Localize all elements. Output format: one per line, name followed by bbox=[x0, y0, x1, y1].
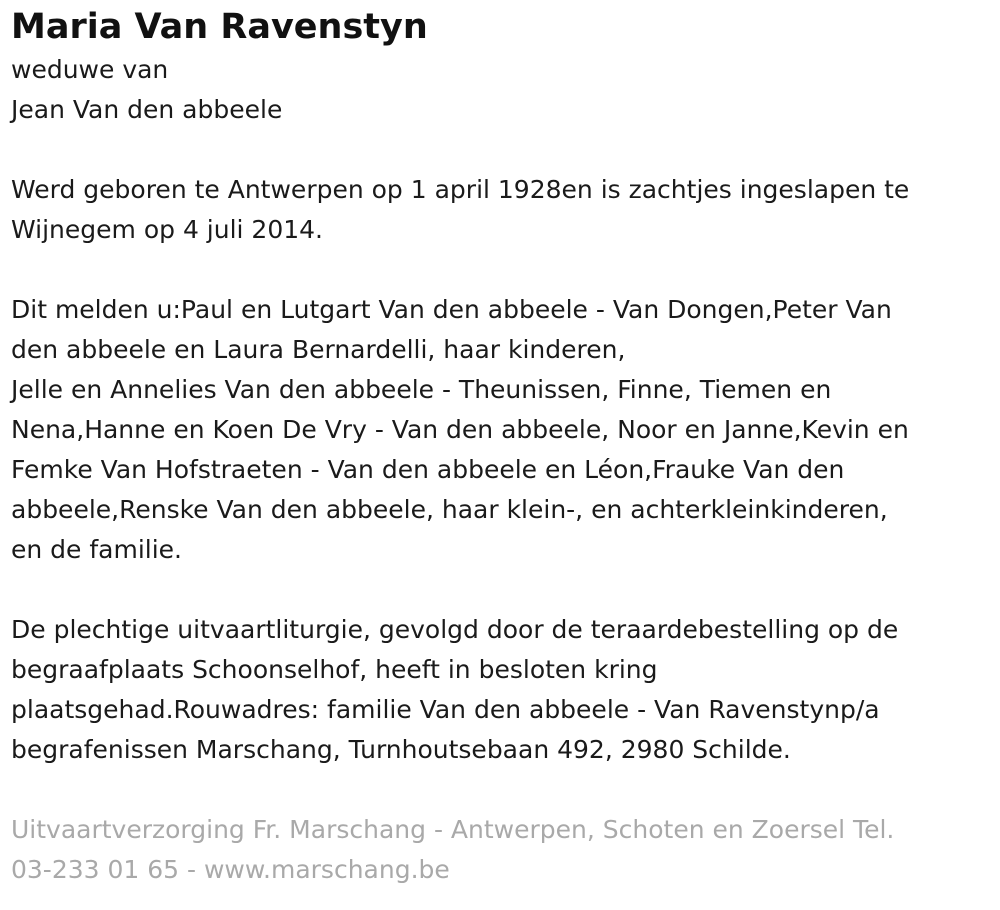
text-line: Femke Van Hofstraeten - Van den abbeele en Léon,Frauke Van den bbox=[11, 455, 845, 484]
text-line: Nena,Hanne en Koen De Vry - Van den abbeele, Noor en Janne,Kevin en bbox=[11, 415, 909, 444]
funeral-home-footer bbox=[11, 810, 986, 890]
text-line: Werd geboren te Antwerpen op 1 april 1928en is zachtjes ingeslapen te bbox=[11, 175, 910, 204]
deceased-name: Maria Van Ravenstyn bbox=[11, 7, 428, 47]
text-line: begraafplaats Schoonselhof, heeft in besloten kring bbox=[11, 655, 658, 684]
funeral-paragraph bbox=[11, 610, 986, 770]
footer-line: 03-233 01 65 - www.marschang.be bbox=[11, 855, 450, 884]
text-line: Dit melden u:Paul en Lutgart Van den abbeele - Van Dongen,Peter Van bbox=[11, 295, 892, 324]
text-line: den abbeele en Laura Bernardelli, haar kinderen, bbox=[11, 335, 626, 364]
announcement-paragraph bbox=[11, 290, 986, 570]
widow-of-label: weduwe van bbox=[11, 55, 169, 84]
text-line: Wijnegem op 4 juli 2014. bbox=[11, 215, 323, 244]
spacer bbox=[11, 130, 986, 170]
text-line: en de familie. bbox=[11, 535, 183, 564]
spacer bbox=[11, 770, 986, 810]
footer-line: Uitvaartverzorging Fr. Marschang - Antwerpen, Schoten en Zoersel Tel. bbox=[11, 815, 895, 844]
spacer bbox=[11, 250, 986, 290]
text-line: Jelle en Annelies Van den abbeele - Theunissen, Finne, Tiemen en bbox=[11, 375, 832, 404]
text-line: begrafenissen Marschang, Turnhoutsebaan 492, 2980 Schilde. bbox=[11, 735, 791, 764]
text-line: abbeele,Renske Van den abbeele, haar klein-, en achterkleinkinderen, bbox=[11, 495, 888, 524]
obituary-notice bbox=[11, 0, 986, 890]
birth-death-paragraph bbox=[11, 170, 986, 250]
spacer bbox=[11, 570, 986, 610]
text-line: plaatsgehad.Rouwadres: familie Van den abbeele - Van Ravenstynp/a bbox=[11, 695, 880, 724]
text-line: De plechtige uitvaartliturgie, gevolgd door de teraardebestelling op de bbox=[11, 615, 899, 644]
spouse-name: Jean Van den abbeele bbox=[11, 95, 283, 124]
